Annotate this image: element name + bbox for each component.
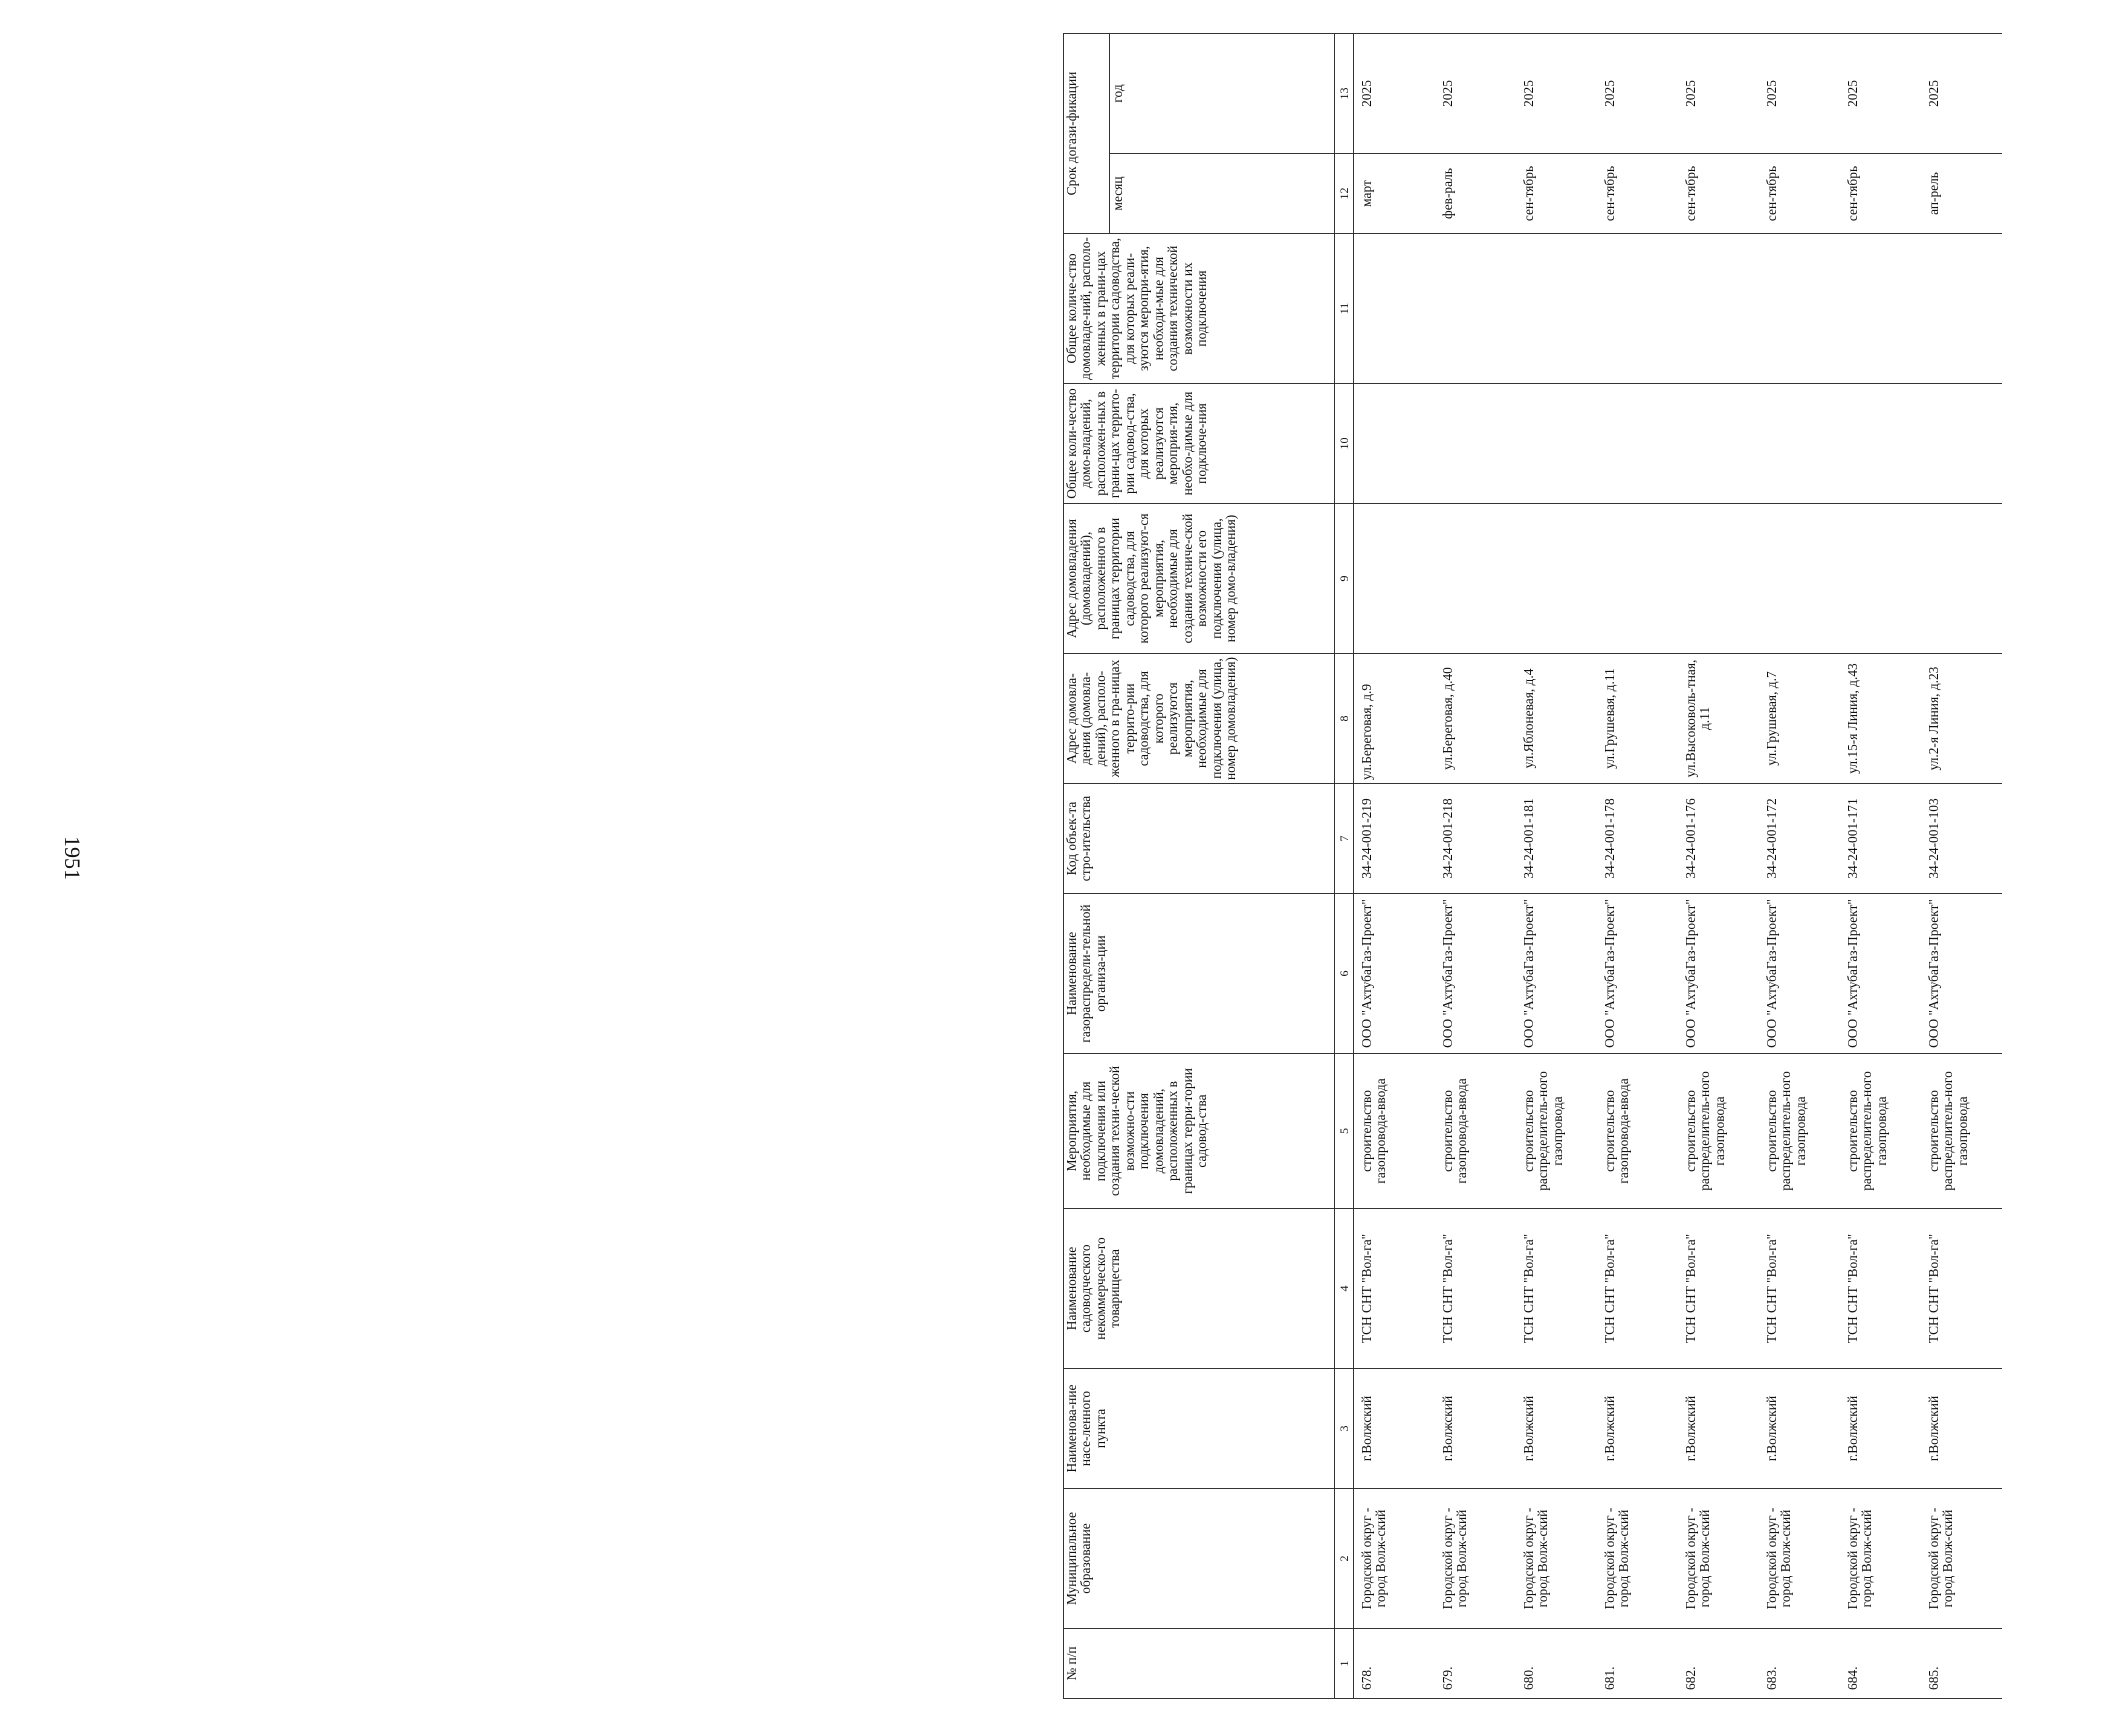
cell-snt: ТСН СНТ "Вол-га" bbox=[1678, 1209, 1759, 1369]
cell-code: 34-24-001-218 bbox=[1435, 784, 1516, 894]
cell-month: сен-тябрь bbox=[1840, 154, 1921, 234]
cell-code: 34-24-001-219 bbox=[1354, 784, 1436, 894]
cell-number: 679. bbox=[1435, 1629, 1516, 1699]
cell-address: ул.2-я Линия, д.23 bbox=[1921, 654, 2002, 784]
cell-count-connect bbox=[1435, 384, 1516, 504]
column-number: 8 bbox=[1335, 654, 1354, 784]
table-row bbox=[1678, 34, 1759, 1699]
cell-address: ул.Грушевая, д.11 bbox=[1597, 654, 1678, 784]
cell-number: 681. bbox=[1597, 1629, 1678, 1699]
cell-count-connect bbox=[1597, 384, 1678, 504]
column-number: 11 bbox=[1335, 234, 1354, 384]
gasification-table bbox=[1063, 33, 2002, 1699]
header-col-11: Общее количе-ство домовладе-ний, располо-женных в грани-цах территории садоводства, для которых реали-зуются меропри-ятия, необходи-мые для создания технической возможности их подключения bbox=[1064, 234, 1335, 384]
cell-municipality: Городской округ - город Волж-ский bbox=[1435, 1489, 1516, 1629]
cell-locality: г.Волжский bbox=[1516, 1369, 1597, 1489]
cell-count-tech bbox=[1840, 234, 1921, 384]
cell-organization: ООО "АхтубаГаз-Проект" bbox=[1840, 894, 1921, 1054]
cell-address-tech bbox=[1597, 504, 1678, 654]
cell-address-tech bbox=[1354, 504, 1436, 654]
cell-year: 2025 bbox=[1759, 34, 1840, 154]
cell-locality: г.Волжский bbox=[1597, 1369, 1678, 1489]
page-number: 1951 bbox=[60, 836, 85, 880]
cell-count-tech bbox=[1597, 234, 1678, 384]
cell-municipality: Городской округ - город Волж-ский bbox=[1678, 1489, 1759, 1629]
column-number: 3 bbox=[1335, 1369, 1354, 1489]
cell-snt: ТСН СНТ "Вол-га" bbox=[1840, 1209, 1921, 1369]
header-col-4: Наименование садоводческого некоммерческо-го товарищества bbox=[1064, 1209, 1335, 1369]
cell-year: 2025 bbox=[1597, 34, 1678, 154]
rotated-table-container bbox=[1063, 34, 2123, 1699]
header-col-10: Общее коли-чество домо-владений, расположен-ных в грани-цах террито-рии садовод-ства, для которых реализуются мероприя-тия, необхо-димые для подключе-ния bbox=[1064, 384, 1335, 504]
cell-code: 34-24-001-172 bbox=[1759, 784, 1840, 894]
cell-work: строительство распределитель-ного газопровода bbox=[1678, 1054, 1759, 1209]
cell-year: 2025 bbox=[1840, 34, 1921, 154]
cell-snt: ТСН СНТ "Вол-га" bbox=[1597, 1209, 1678, 1369]
cell-number: 680. bbox=[1516, 1629, 1597, 1699]
cell-locality: г.Волжский bbox=[1759, 1369, 1840, 1489]
header-col-3: Наименова-ние насе-ленного пункта bbox=[1064, 1369, 1335, 1489]
cell-locality: г.Волжский bbox=[1354, 1369, 1436, 1489]
header-row bbox=[1064, 34, 1110, 1699]
column-number: 5 bbox=[1335, 1054, 1354, 1209]
header-month: месяц bbox=[1109, 154, 1334, 234]
cell-count-connect bbox=[1516, 384, 1597, 504]
cell-count-tech bbox=[1678, 234, 1759, 384]
cell-month: сен-тябрь bbox=[1516, 154, 1597, 234]
cell-address-tech bbox=[1435, 504, 1516, 654]
cell-number: 683. bbox=[1759, 1629, 1840, 1699]
cell-address: ул.15-я Линия, д.43 bbox=[1840, 654, 1921, 784]
cell-address-tech bbox=[1678, 504, 1759, 654]
cell-year: 2025 bbox=[1354, 34, 1436, 154]
cell-locality: г.Волжский bbox=[1435, 1369, 1516, 1489]
cell-year: 2025 bbox=[1435, 34, 1516, 154]
cell-code: 34-24-001-171 bbox=[1840, 784, 1921, 894]
header-col-5: Мероприятия, необходимые для подключения или создания техни-ческой возможно-сти подключения домовладений, расположенных в границах терри-тории садовод-ства bbox=[1064, 1054, 1335, 1209]
cell-number: 678. bbox=[1354, 1629, 1436, 1699]
cell-municipality: Городской округ - город Волж-ский bbox=[1354, 1489, 1436, 1629]
cell-snt: ТСН СНТ "Вол-га" bbox=[1921, 1209, 2002, 1369]
cell-count-connect bbox=[1678, 384, 1759, 504]
cell-month: сен-тябрь bbox=[1759, 154, 1840, 234]
header-col-9: Адрес домовладения (домовладений), расположенного в границах территории садоводства, для которого реализуют-ся мероприятия, необходимые для создания техниче-ской возможности его подключения (улица, номер домо-владения) bbox=[1064, 504, 1335, 654]
cell-count-tech bbox=[1759, 234, 1840, 384]
cell-organization: ООО "АхтубаГаз-Проект" bbox=[1516, 894, 1597, 1054]
column-number-row bbox=[1335, 34, 1354, 1699]
cell-count-connect bbox=[1840, 384, 1921, 504]
column-number: 10 bbox=[1335, 384, 1354, 504]
table-row bbox=[1597, 34, 1678, 1699]
cell-municipality: Городской округ - город Волж-ский bbox=[1840, 1489, 1921, 1629]
cell-count-tech bbox=[1921, 234, 2002, 384]
cell-code: 34-24-001-176 bbox=[1678, 784, 1759, 894]
cell-code: 34-24-001-181 bbox=[1516, 784, 1597, 894]
cell-organization: ООО "АхтубаГаз-Проект" bbox=[1354, 894, 1436, 1054]
header-col-1: № п/п bbox=[1064, 1629, 1335, 1699]
header-col-7: Код объек-та стро-ительства bbox=[1064, 784, 1335, 894]
cell-address: ул.Высоковоль-тная, д.11 bbox=[1678, 654, 1759, 784]
cell-address: ул.Грушевая, д.7 bbox=[1759, 654, 1840, 784]
table-row bbox=[1516, 34, 1597, 1699]
header-col-2: Муниципальное образование bbox=[1064, 1489, 1335, 1629]
header-col-12: Срок догази-фикации bbox=[1064, 34, 1110, 234]
cell-municipality: Городской округ - город Волж-ский bbox=[1597, 1489, 1678, 1629]
cell-month: фев-раль bbox=[1435, 154, 1516, 234]
cell-organization: ООО "АхтубаГаз-Проект" bbox=[1678, 894, 1759, 1054]
cell-month: сен-тябрь bbox=[1597, 154, 1678, 234]
header-col-6: Наименование газораспредели-тельной организа-ции bbox=[1064, 894, 1335, 1054]
cell-snt: ТСН СНТ "Вол-га" bbox=[1759, 1209, 1840, 1369]
cell-municipality: Городской округ - город Волж-ский bbox=[1921, 1489, 2002, 1629]
cell-address: ул.Яблоневая, д.4 bbox=[1516, 654, 1597, 784]
cell-count-tech bbox=[1435, 234, 1516, 384]
cell-number: 682. bbox=[1678, 1629, 1759, 1699]
table-row bbox=[1354, 34, 1436, 1699]
cell-count-tech bbox=[1516, 234, 1597, 384]
table-row bbox=[1759, 34, 1840, 1699]
column-number: 12 bbox=[1335, 154, 1354, 234]
column-number: 6 bbox=[1335, 894, 1354, 1054]
cell-snt: ТСН СНТ "Вол-га" bbox=[1435, 1209, 1516, 1369]
cell-work: строительство распределитель-ного газопровода bbox=[1759, 1054, 1840, 1209]
cell-year: 2025 bbox=[1678, 34, 1759, 154]
cell-year: 2025 bbox=[1921, 34, 2002, 154]
cell-number: 684. bbox=[1840, 1629, 1921, 1699]
cell-code: 34-24-001-178 bbox=[1597, 784, 1678, 894]
cell-snt: ТСН СНТ "Вол-га" bbox=[1354, 1209, 1436, 1369]
cell-work: строительство распределитель-ного газопровода bbox=[1921, 1054, 2002, 1209]
cell-organization: ООО "АхтубаГаз-Проект" bbox=[1759, 894, 1840, 1054]
cell-address-tech bbox=[1921, 504, 2002, 654]
cell-address: ул.Береговая, д.40 bbox=[1435, 654, 1516, 784]
cell-organization: ООО "АхтубаГаз-Проект" bbox=[1921, 894, 2002, 1054]
cell-municipality: Городской округ - город Волж-ский bbox=[1759, 1489, 1840, 1629]
cell-code: 34-24-001-103 bbox=[1921, 784, 2002, 894]
table-row bbox=[1921, 34, 2002, 1699]
cell-month: март bbox=[1354, 154, 1436, 234]
table-row bbox=[1435, 34, 1516, 1699]
header-col-8: Адрес домовла-дения (домовла-дений), располо-женного в гра-ницах террито-рии садоводства, для которого реализуются мероприятия, необходимые для подключения (улица, номер домовладения) bbox=[1064, 654, 1335, 784]
cell-locality: г.Волжский bbox=[1678, 1369, 1759, 1489]
cell-number: 685. bbox=[1921, 1629, 2002, 1699]
column-number: 2 bbox=[1335, 1489, 1354, 1629]
cell-work: строительство распределитель-ного газопровода bbox=[1840, 1054, 1921, 1209]
cell-month: сен-тябрь bbox=[1678, 154, 1759, 234]
cell-work: строительство газопровода-ввода bbox=[1435, 1054, 1516, 1209]
header-year: год bbox=[1109, 34, 1334, 154]
cell-snt: ТСН СНТ "Вол-га" bbox=[1516, 1209, 1597, 1369]
column-number: 4 bbox=[1335, 1209, 1354, 1369]
cell-count-connect bbox=[1921, 384, 2002, 504]
cell-organization: ООО "АхтубаГаз-Проект" bbox=[1435, 894, 1516, 1054]
cell-month: ап-рель bbox=[1921, 154, 2002, 234]
column-number: 9 bbox=[1335, 504, 1354, 654]
column-number: 1 bbox=[1335, 1629, 1354, 1699]
cell-organization: ООО "АхтубаГаз-Проект" bbox=[1597, 894, 1678, 1054]
cell-count-connect bbox=[1354, 384, 1436, 504]
table-row bbox=[1840, 34, 1921, 1699]
cell-locality: г.Волжский bbox=[1921, 1369, 2002, 1489]
column-number: 7 bbox=[1335, 784, 1354, 894]
cell-address-tech bbox=[1759, 504, 1840, 654]
cell-municipality: Городской округ - город Волж-ский bbox=[1516, 1489, 1597, 1629]
cell-locality: г.Волжский bbox=[1840, 1369, 1921, 1489]
cell-address-tech bbox=[1840, 504, 1921, 654]
cell-work: строительство газопровода-ввода bbox=[1354, 1054, 1436, 1209]
cell-count-connect bbox=[1759, 384, 1840, 504]
cell-work: строительство распределитель-ного газопровода bbox=[1516, 1054, 1597, 1209]
column-number: 13 bbox=[1335, 34, 1354, 154]
cell-count-tech bbox=[1354, 234, 1436, 384]
cell-address: ул.Береговая, д.9 bbox=[1354, 654, 1436, 784]
cell-work: строительство газопровода-ввода bbox=[1597, 1054, 1678, 1209]
cell-year: 2025 bbox=[1516, 34, 1597, 154]
cell-address-tech bbox=[1516, 504, 1597, 654]
